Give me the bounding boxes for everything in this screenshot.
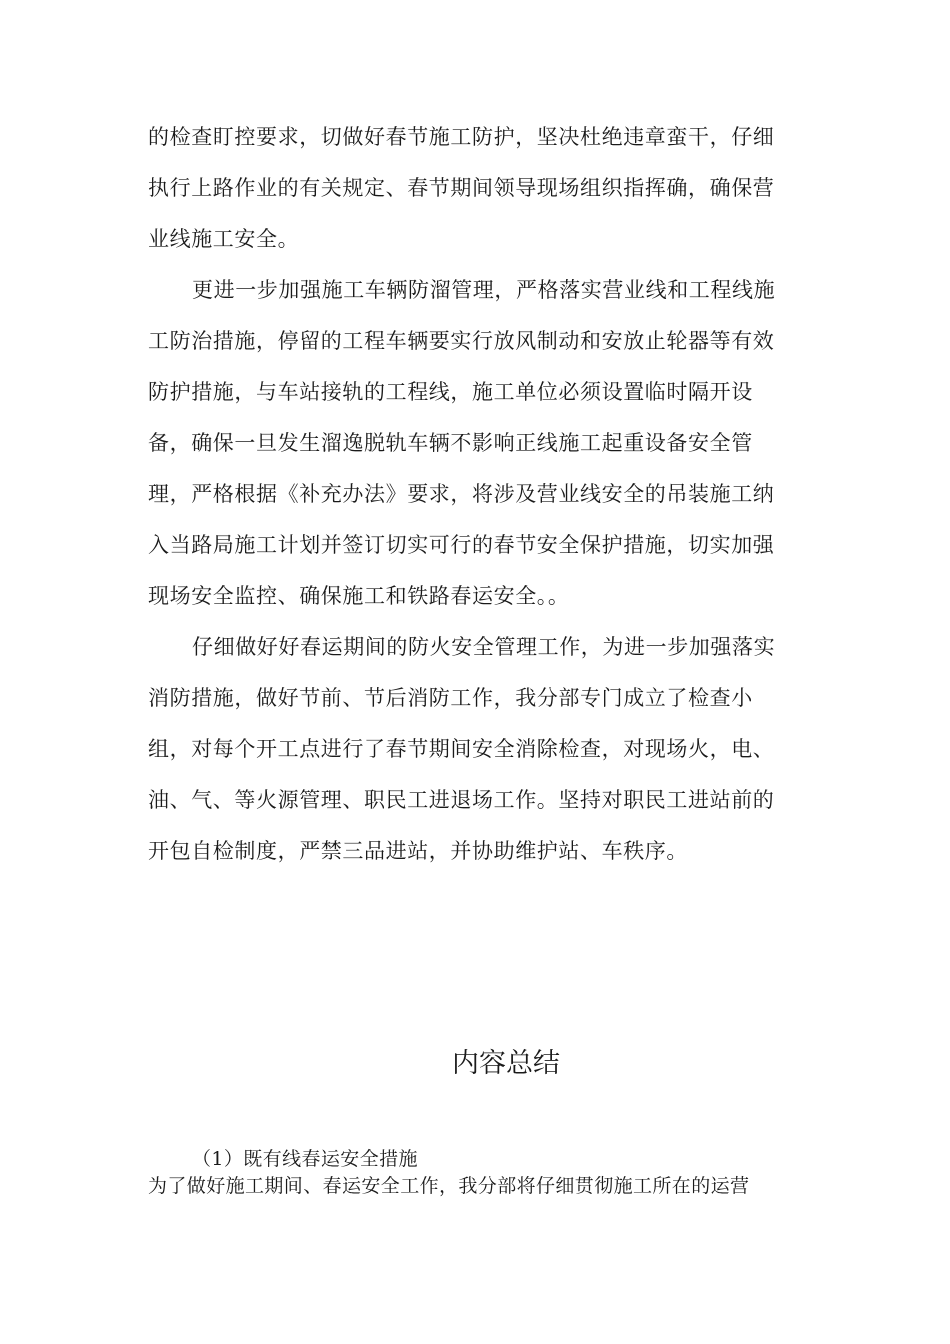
text-line: 备，确保一旦发生溜逸脱轨车辆不影响正线施工起重设备安全管: [148, 431, 753, 455]
text-line: 入当路局施工计划并签订切实可行的春节安全保护措施，切实加强: [148, 533, 775, 557]
body-text: [148, 112, 808, 877]
text-line: 油、气、等火源管理、职民工进退场工作。坚持对职民工进站前的: [148, 788, 775, 812]
text-line: 执行上路作业的有关规定、春节期间领导现场组织指挥确，确保营: [148, 176, 775, 200]
summary-heading: （1）既有线春运安全措施: [192, 1148, 418, 1170]
summary-title: 内容总结: [452, 1048, 560, 1079]
paragraph-2: [148, 265, 808, 622]
text-line: 开包自检制度，严禁三品进站，并协助维护站、车秩序。: [148, 839, 688, 863]
paragraph-1: [148, 112, 808, 265]
text-line: 现场安全监控、确保施工和铁路春运安全。。: [148, 584, 570, 608]
text-line: 的检查盯控要求，切做好春节施工防护，坚决杜绝违章蛮干，仔细: [148, 125, 775, 149]
text-line: 工防治措施，停留的工程车辆要实行放风制动和安放止轮器等有效: [148, 329, 775, 353]
text-line: 组，对每个开工点进行了春节期间安全消除检查，对现场火，电、: [148, 737, 775, 761]
paragraph-3: [148, 622, 808, 877]
summary-text: 为了做好施工期间、春运安全工作，我分部将仔细贯彻施工所在的运营: [148, 1175, 750, 1197]
text-line: 业线施工安全。: [148, 227, 300, 251]
text-line: 消防措施，做好节前、节后消防工作，我分部专门成立了检查小: [148, 686, 753, 710]
text-line: 防护措施，与车站接轨的工程线，施工单位必须设置临时隔开设: [148, 380, 753, 404]
summary-section: [148, 1146, 828, 1200]
text-line: 理，严格根据《补充办法》要求，将涉及营业线安全的吊装施工纳: [148, 482, 775, 506]
text-line: 更进一步加强施工车辆防溜管理，严格落实营业线和工程线施: [192, 278, 776, 302]
text-line: 仔细做好好春运期间的防火安全管理工作，为进一步加强落实: [192, 635, 776, 659]
